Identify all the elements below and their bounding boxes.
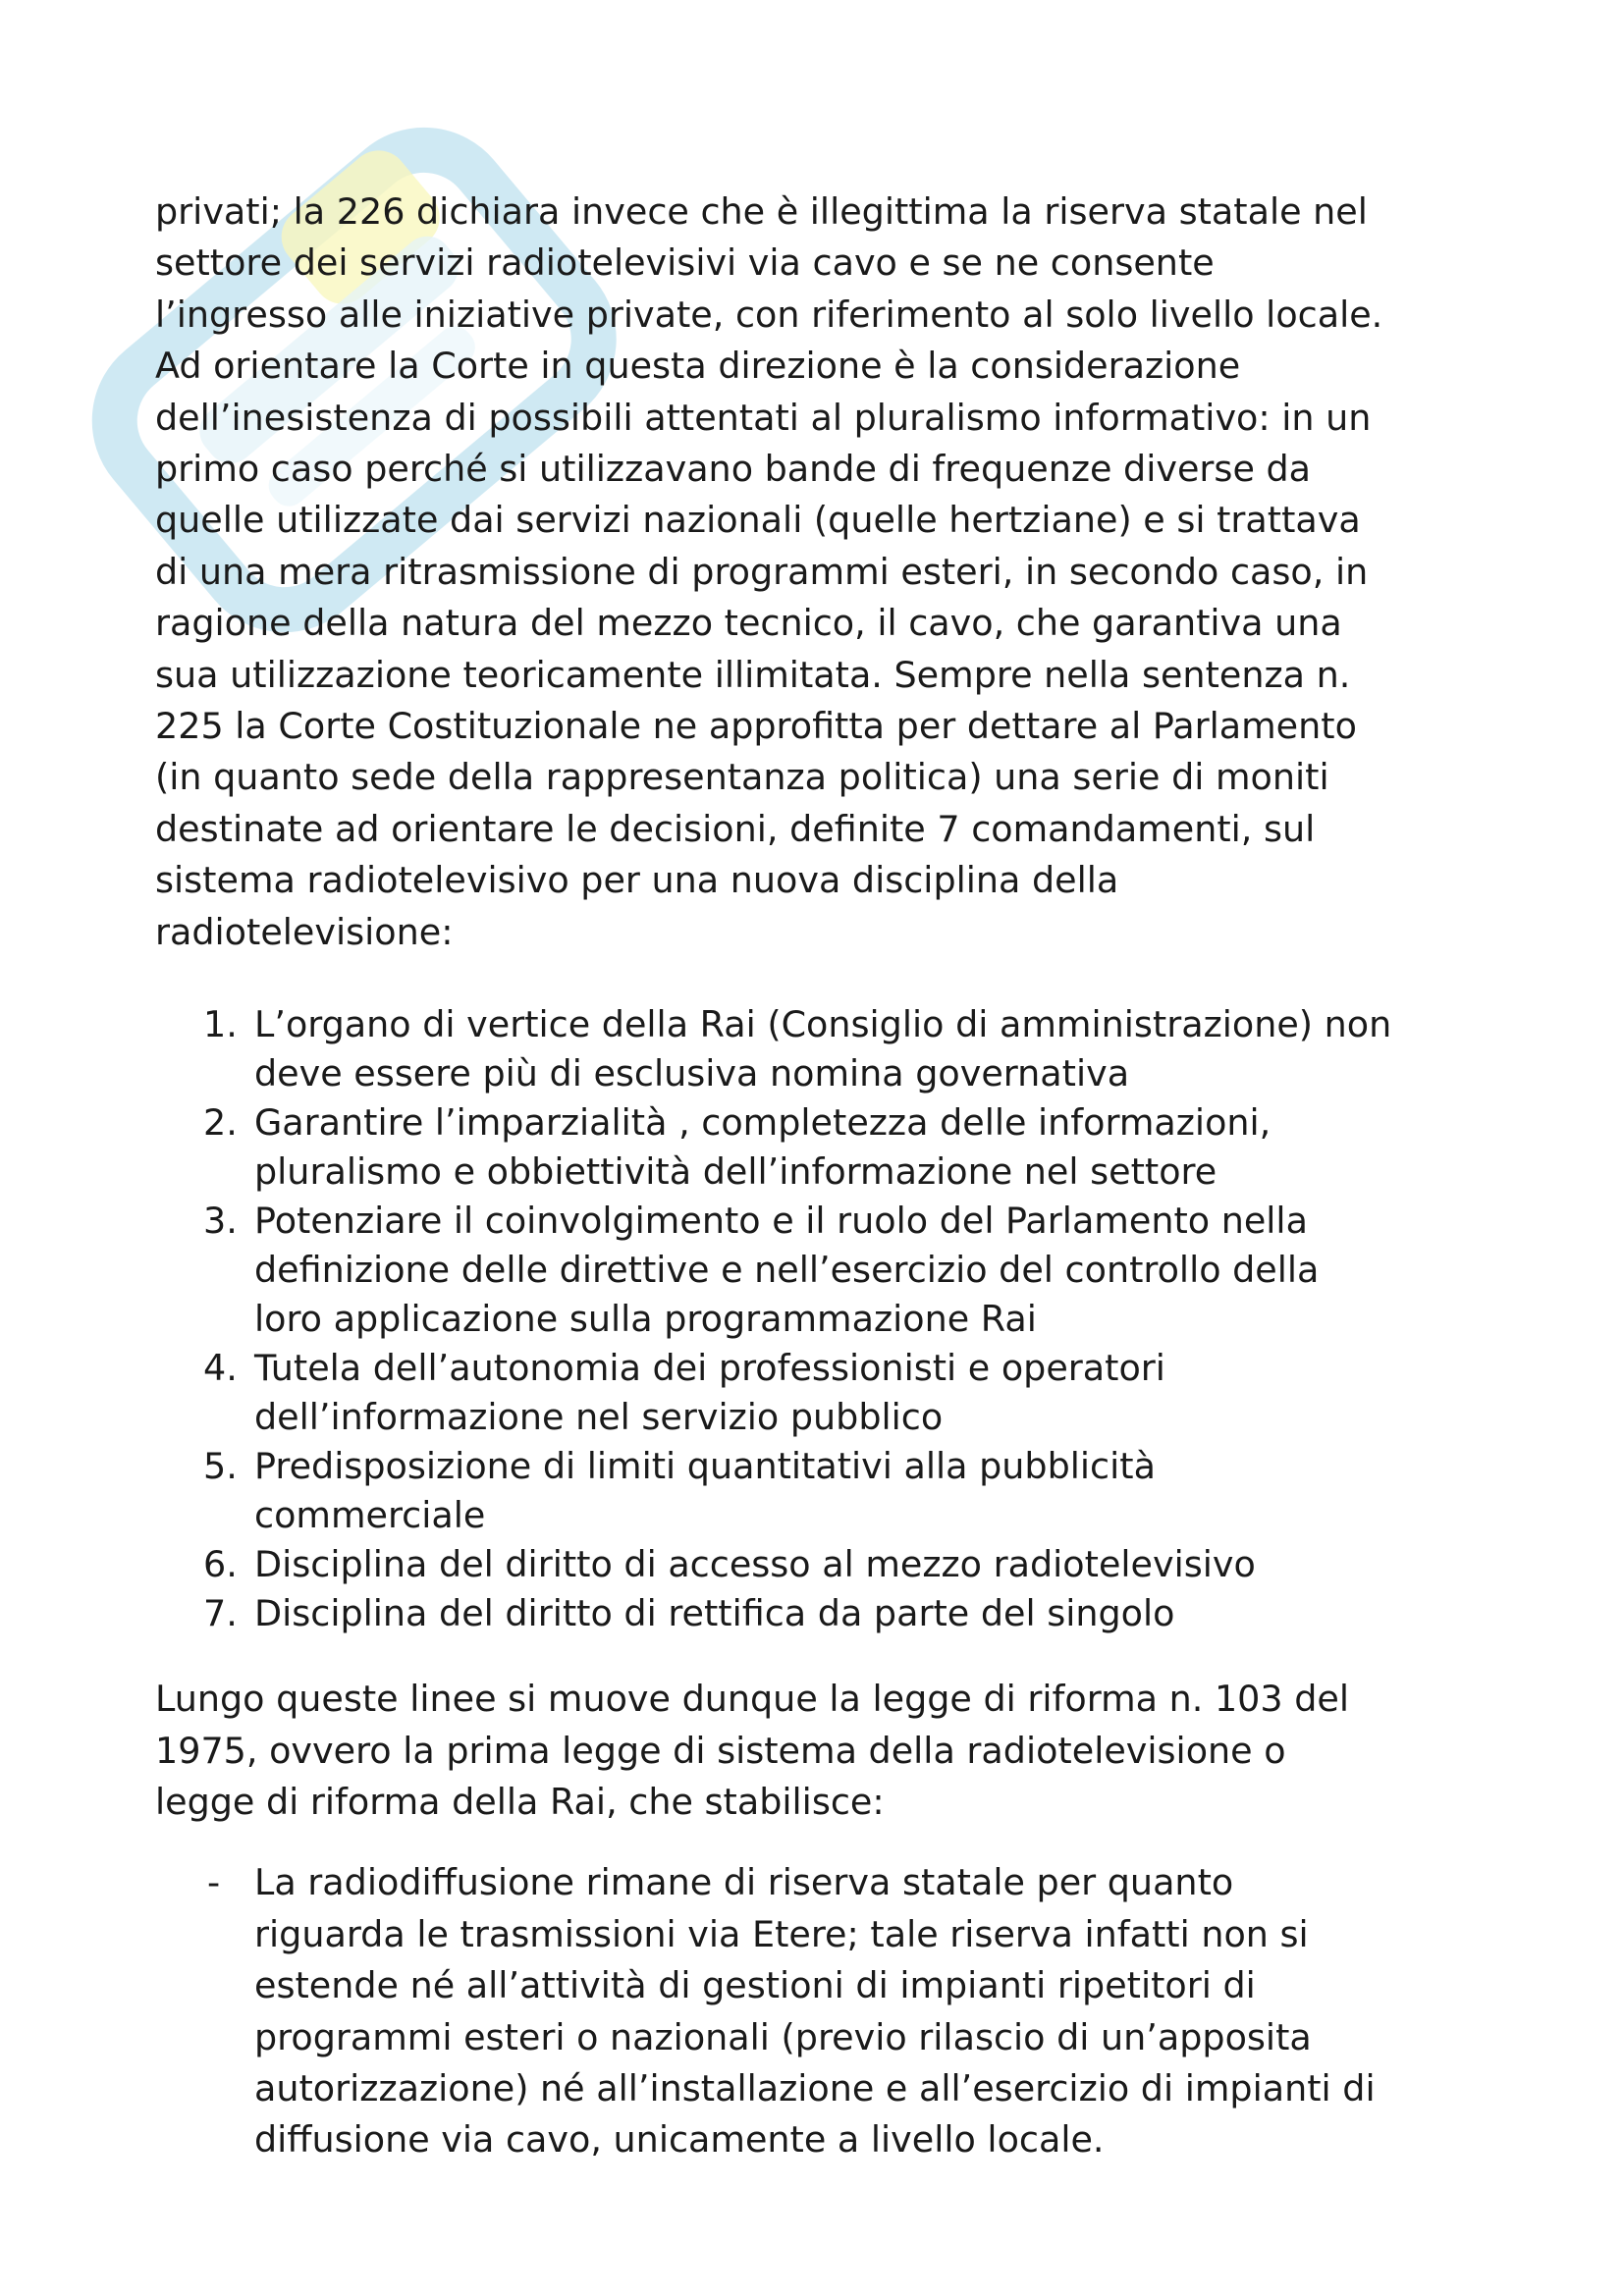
list-item — [155, 1098, 1490, 1197]
list-marker: 2. — [203, 1101, 238, 1145]
commandments-list — [155, 1000, 1490, 1638]
list-marker: 3. — [203, 1200, 238, 1243]
list-marker: 1. — [203, 1003, 238, 1046]
dash-marker: - — [207, 1861, 221, 1904]
list-marker: 6. — [203, 1543, 238, 1586]
list-item — [155, 1000, 1490, 1098]
list-marker: 7. — [203, 1592, 238, 1635]
list-item — [155, 1344, 1490, 1442]
list-item-text: Disciplina del diritto di rettifica da parte del singolo — [254, 1592, 1175, 1635]
riforma-provisions-list — [155, 1857, 1490, 2165]
list-item-text: L’organo di vertice della Rai (Consiglio di amministrazione) non deve essere più di esclusiva nomina governativa — [254, 1003, 1392, 1095]
list-item — [155, 1540, 1490, 1589]
list-item — [155, 1197, 1490, 1344]
list-item — [155, 1442, 1490, 1540]
paragraph-intro: privati; la 226 dichiara invece che è illegittima la riserva statale nel settore dei servizi radiotelevisivi via cavo e se ne consente l’ingresso alle iniziative private, con riferimento al solo livello locale. Ad orientare la Corte in questa direzione è la considerazione dell’inesistenza di possibili attentati al pluralismo informativo: in un primo caso perché si utilizzavano bande di frequenze diverse da quelle utilizzate dai servizi nazionali (quelle hertziane) e si trattava di una mera ritrasmissione di programmi esteri, in secondo caso, in ragione della natura del mezzo tecnico, il cavo, che garantiva una sua utilizzazione teoricamente illimitata. Sempre nella sentenza n. 225 la Corte Costituzionale ne approfitta per dettare al Parlamento (in quanto sede della rappresentanza politica) una serie di moniti destinate ad orientare le decisioni, definite 7 comandamenti, sul sistema radiotelevisivo per una nuova disciplina della radiotelevisione: — [155, 190, 1383, 953]
list-item — [155, 1589, 1490, 1638]
list-item-text: Predisposizione di limiti quantitativi alla pubblicità commerciale — [254, 1445, 1156, 1537]
list-item-text: Tutela dell’autonomia dei professionisti e operatori dell’informazione nel servizio pubblico — [254, 1347, 1165, 1439]
document-page — [155, 187, 1490, 2166]
list-marker: 5. — [203, 1445, 238, 1488]
list-item-text: La radiodiffusione rimane di riserva statale per quanto riguarda le trasmissioni via Etere; tale riserva infatti non si estende né all’attività di gestioni di impianti ripetitori di programmi esteri o nazionali (previo rilascio di un’apposita autorizzazione) né all’installazione e all’esercizio di impianti di diffusione via cavo, unicamente a livello locale. — [254, 1861, 1376, 2162]
paragraph-riforma: Lungo queste linee si muove dunque la legge di riforma n. 103 del 1975, ovvero la prima legge di sistema della radiotelevisione o legge di riforma della Rai, che stabilisce: — [155, 1678, 1349, 1823]
list-item-text: Disciplina del diritto di accesso al mezzo radiotelevisivo — [254, 1543, 1256, 1586]
list-item — [155, 1857, 1490, 2165]
list-marker: 4. — [203, 1347, 238, 1390]
list-item-text: Potenziare il coinvolgimento e il ruolo del Parlamento nella definizione delle direttive e nell’esercizio del controllo della loro applicazione sulla programmazione Rai — [254, 1200, 1320, 1341]
list-item-text: Garantire l’imparzialità , completezza delle informazioni, pluralismo e obbiettività dell’informazione nel settore — [254, 1101, 1271, 1194]
